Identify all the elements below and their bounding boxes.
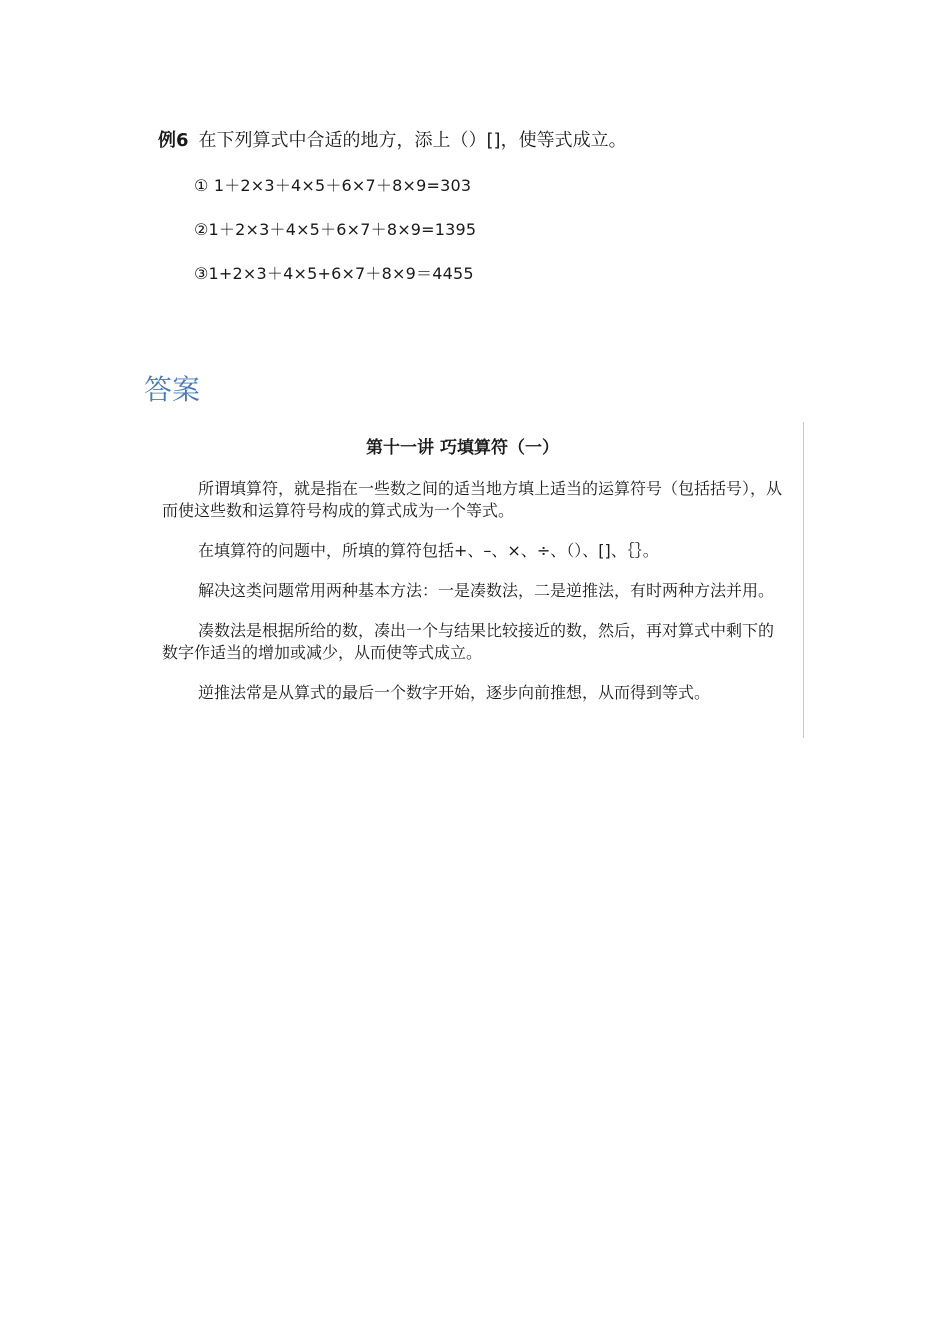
example-instruction: 在下列算式中合适的地方，添上（）[]，使等式成立。 [198, 130, 627, 151]
example-title [158, 128, 778, 154]
answer-heading: 答案 [144, 373, 201, 406]
problem-list [158, 174, 778, 286]
example-section [158, 128, 778, 306]
example-label: 例6 [158, 130, 189, 151]
paragraph-methods: 解决这类问题常用两种基本方法：一是凑数法，二是逆推法，有时两种方法并用。 [198, 581, 775, 600]
paragraph-reverse-method: 逆推法常是从算式的最后一个数字开始，逐步向前推想，从而得到等式。 [198, 683, 711, 702]
paragraph-operators: 在填算符的问题中，所填的算符包括+、–、×、÷、（）、[]、｛｝。 [198, 541, 659, 560]
problem-3: ③1+2×3＋4×5+6×7＋8×9＝4455 [194, 264, 474, 283]
problem-2: ②1＋2×3＋4×5＋6×7＋8×9=1395 [194, 220, 477, 239]
answer-panel [146, 422, 804, 738]
lesson-title: 第十一讲 巧填算符（一） [366, 438, 559, 458]
problem-1: ① 1＋2×3＋4×5＋6×7＋8×9=303 [194, 176, 472, 195]
paragraph-combining-method: 凑数法是根据所给的数，凑出一个与结果比较接近的数，然后，再对算式中剩下的数字作适当的增加或减少，从而使等式成立。 [162, 621, 775, 662]
paragraph-definition: 所谓填算符，就是指在一些数之间的适当地方填上适当的运算符号（包括括号），从而使这些数和运算符号构成的算式成为一个等式。 [162, 479, 783, 520]
